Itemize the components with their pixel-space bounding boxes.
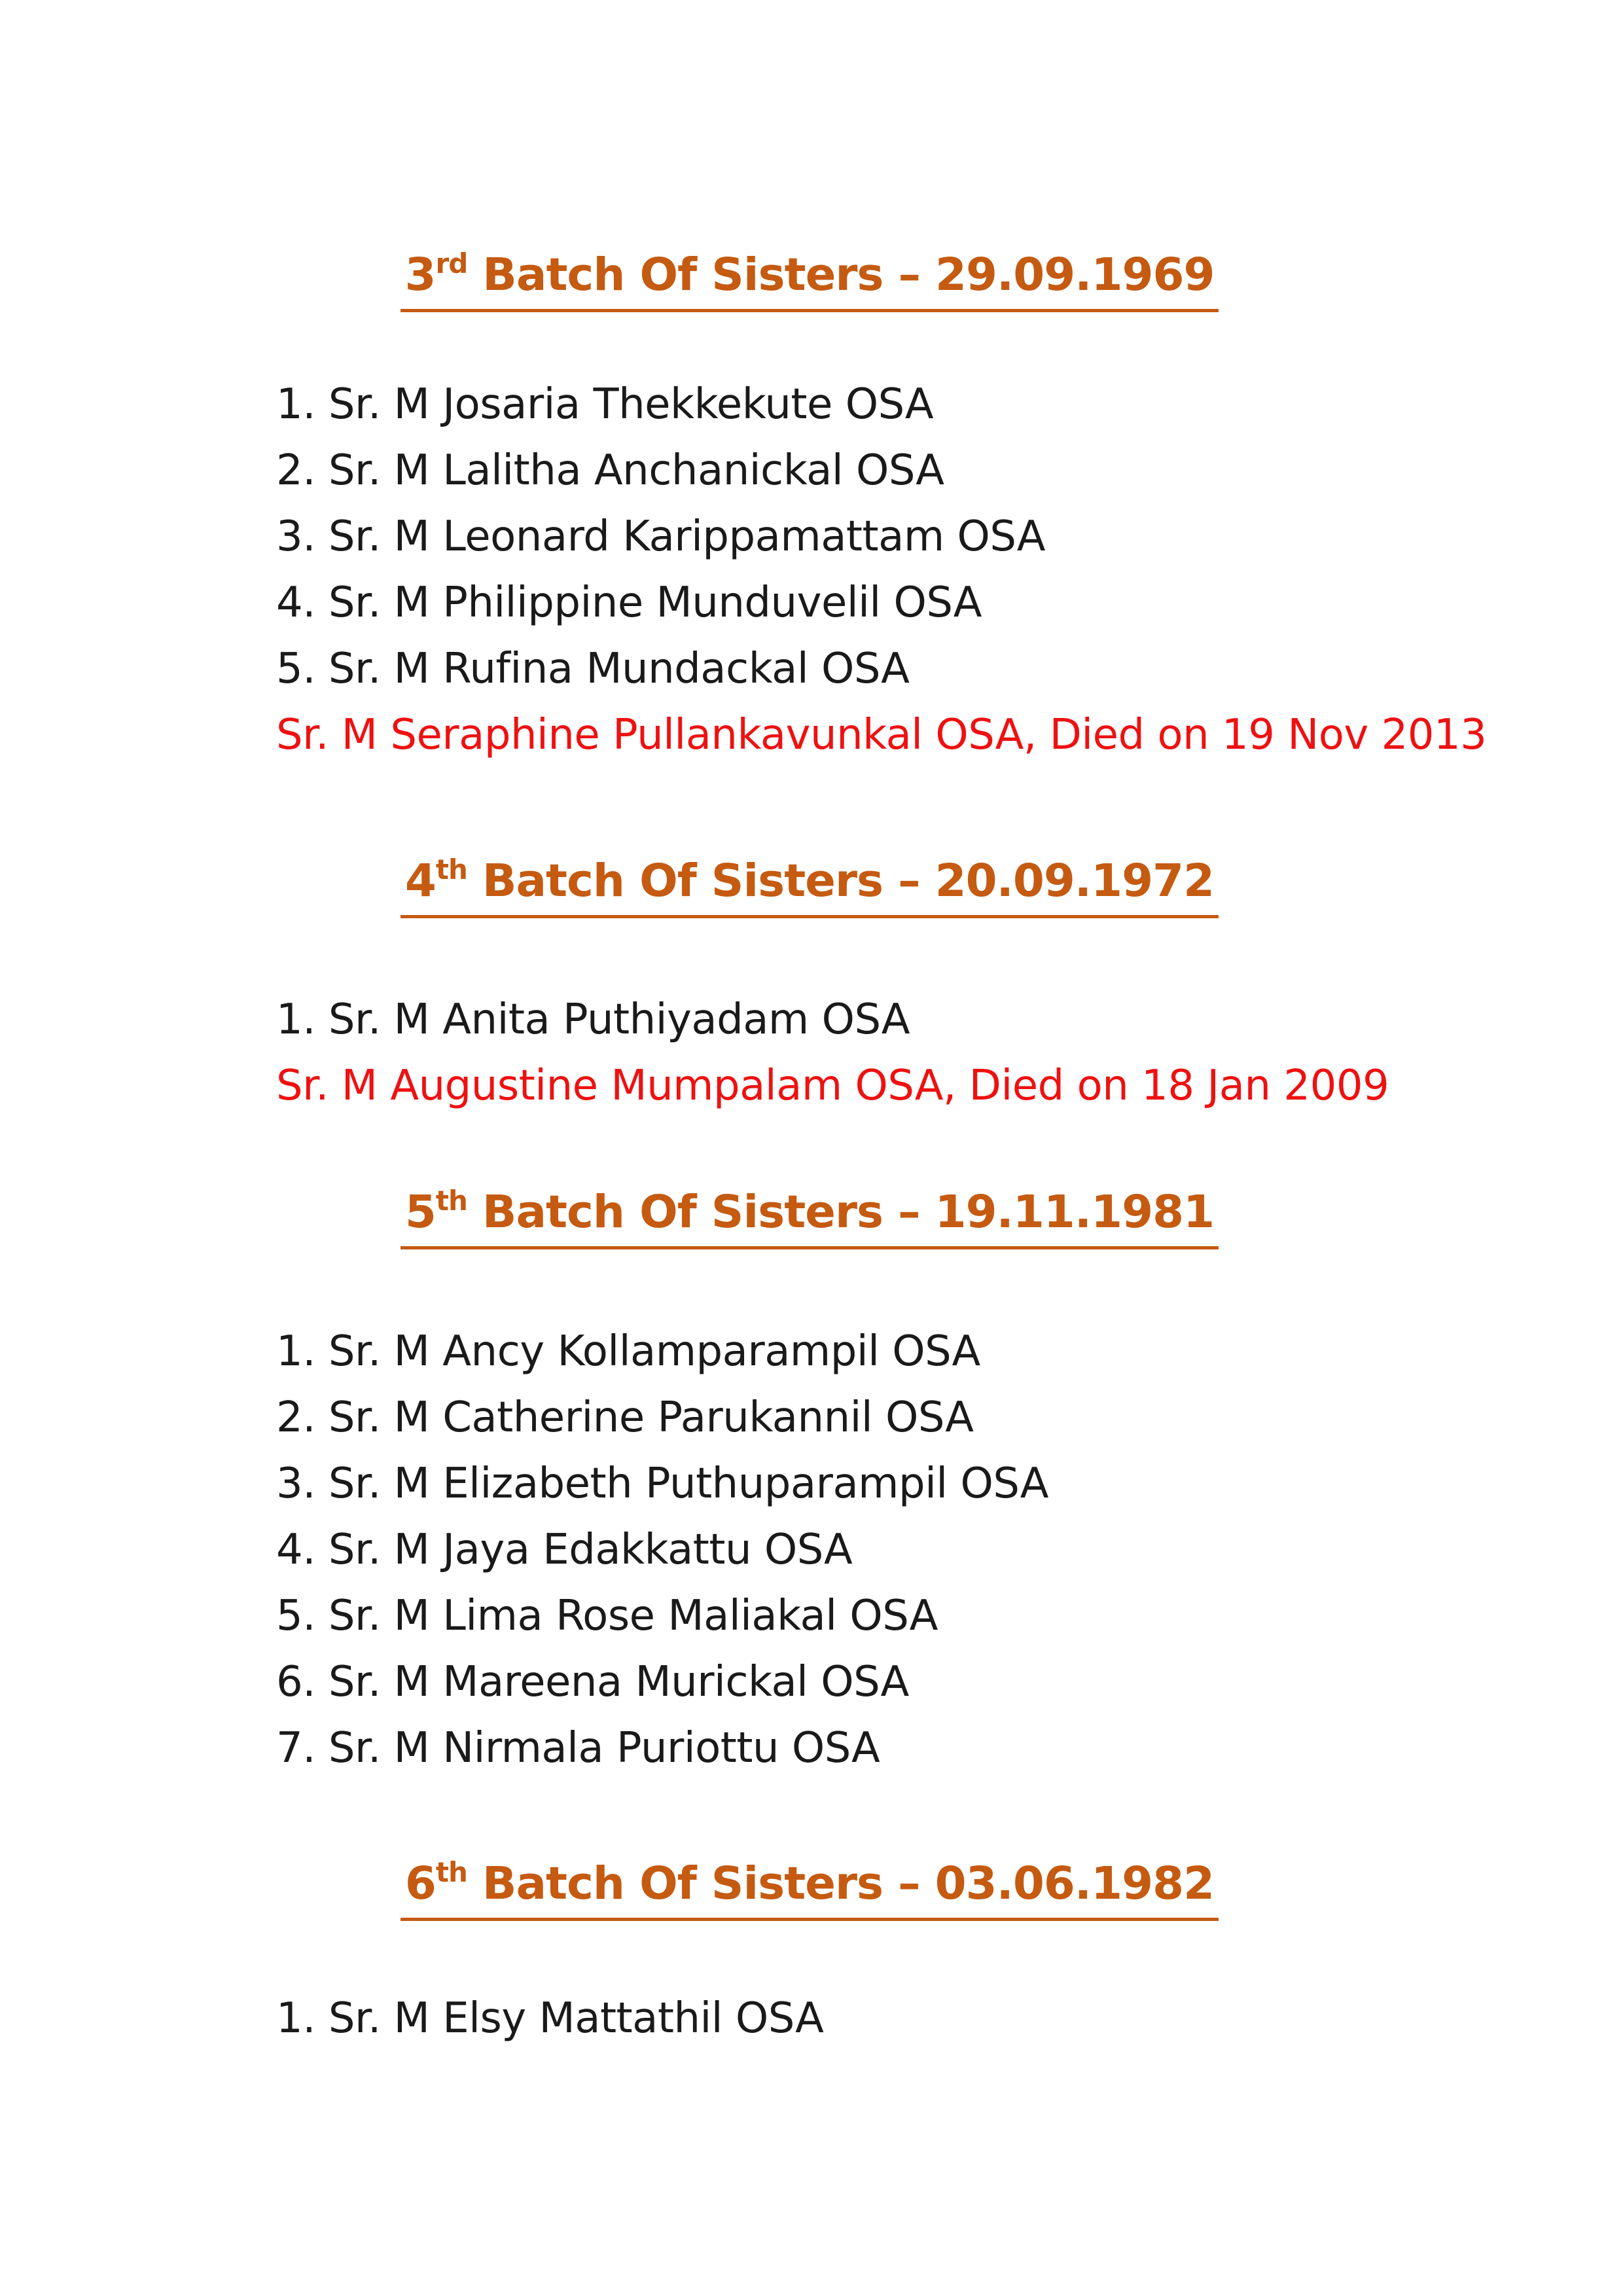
batch-4-list: [276, 987, 1389, 1119]
batch-ordinal: 3: [404, 249, 436, 301]
list-item: 5. Sr. M Lima Rose Maliakal OSA: [276, 1592, 938, 1640]
batch-6-list: [276, 1986, 823, 2052]
batch-ordinal: 5: [404, 1186, 436, 1238]
batch-ordinal-suffix: th: [435, 853, 467, 886]
deceased-item: Sr. M Seraphine Pullankavunkal OSA, Died on 19 Nov 2013: [276, 711, 1487, 759]
batch-6-heading: [401, 1852, 1219, 1921]
batch-title: Batch Of Sisters – 29.09.1969: [467, 249, 1215, 301]
list-item: 2. Sr. M Lalitha Anchanickal OSA: [276, 446, 944, 495]
batch-3-heading: [401, 243, 1219, 312]
list-item: 1. Sr. M Anita Puthiyadam OSA: [276, 996, 910, 1044]
batch-title: Batch Of Sisters – 19.11.1981: [467, 1186, 1215, 1238]
batch-4-heading: [401, 850, 1219, 918]
batch-ordinal: 6: [404, 1857, 436, 1910]
batch-ordinal-suffix: rd: [435, 247, 468, 279]
batch-ordinal-suffix: th: [435, 1856, 467, 1888]
list-item: 1. Sr. M Josaria Thekkekute OSA: [276, 380, 934, 429]
list-item: 4. Sr. M Jaya Edakkattu OSA: [276, 1526, 853, 1574]
list-item: 2. Sr. M Catherine Parukannil OSA: [276, 1393, 974, 1442]
batch-ordinal: 4: [404, 855, 436, 907]
list-item: 1. Sr. M Elsy Mattathil OSA: [276, 1994, 824, 2043]
batch-5-heading: [401, 1181, 1219, 1249]
batch-title: Batch Of Sisters – 20.09.1972: [467, 855, 1215, 907]
list-item: 3. Sr. M Leonard Karippamattam OSA: [276, 512, 1045, 561]
list-item: 5. Sr. M Rufina Mundackal OSA: [276, 645, 910, 693]
batch-3-list: [276, 372, 1486, 768]
batch-title: Batch Of Sisters – 03.06.1982: [467, 1857, 1215, 1910]
list-item: 1. Sr. M Ancy Kollamparampil OSA: [276, 1327, 980, 1376]
list-item: 7. Sr. M Nirmala Puriottu OSA: [276, 1724, 880, 1772]
list-item: 6. Sr. M Mareena Murickal OSA: [276, 1658, 909, 1706]
list-item: 4. Sr. M Philippine Munduvelil OSA: [276, 579, 982, 627]
batch-5-list: [276, 1319, 1048, 1782]
deceased-item: Sr. M Augustine Mumpalam OSA, Died on 18 Jan 2009: [276, 1062, 1389, 1110]
list-item: 3. Sr. M Elizabeth Puthuparampil OSA: [276, 1460, 1048, 1508]
batch-ordinal-suffix: th: [435, 1185, 467, 1217]
